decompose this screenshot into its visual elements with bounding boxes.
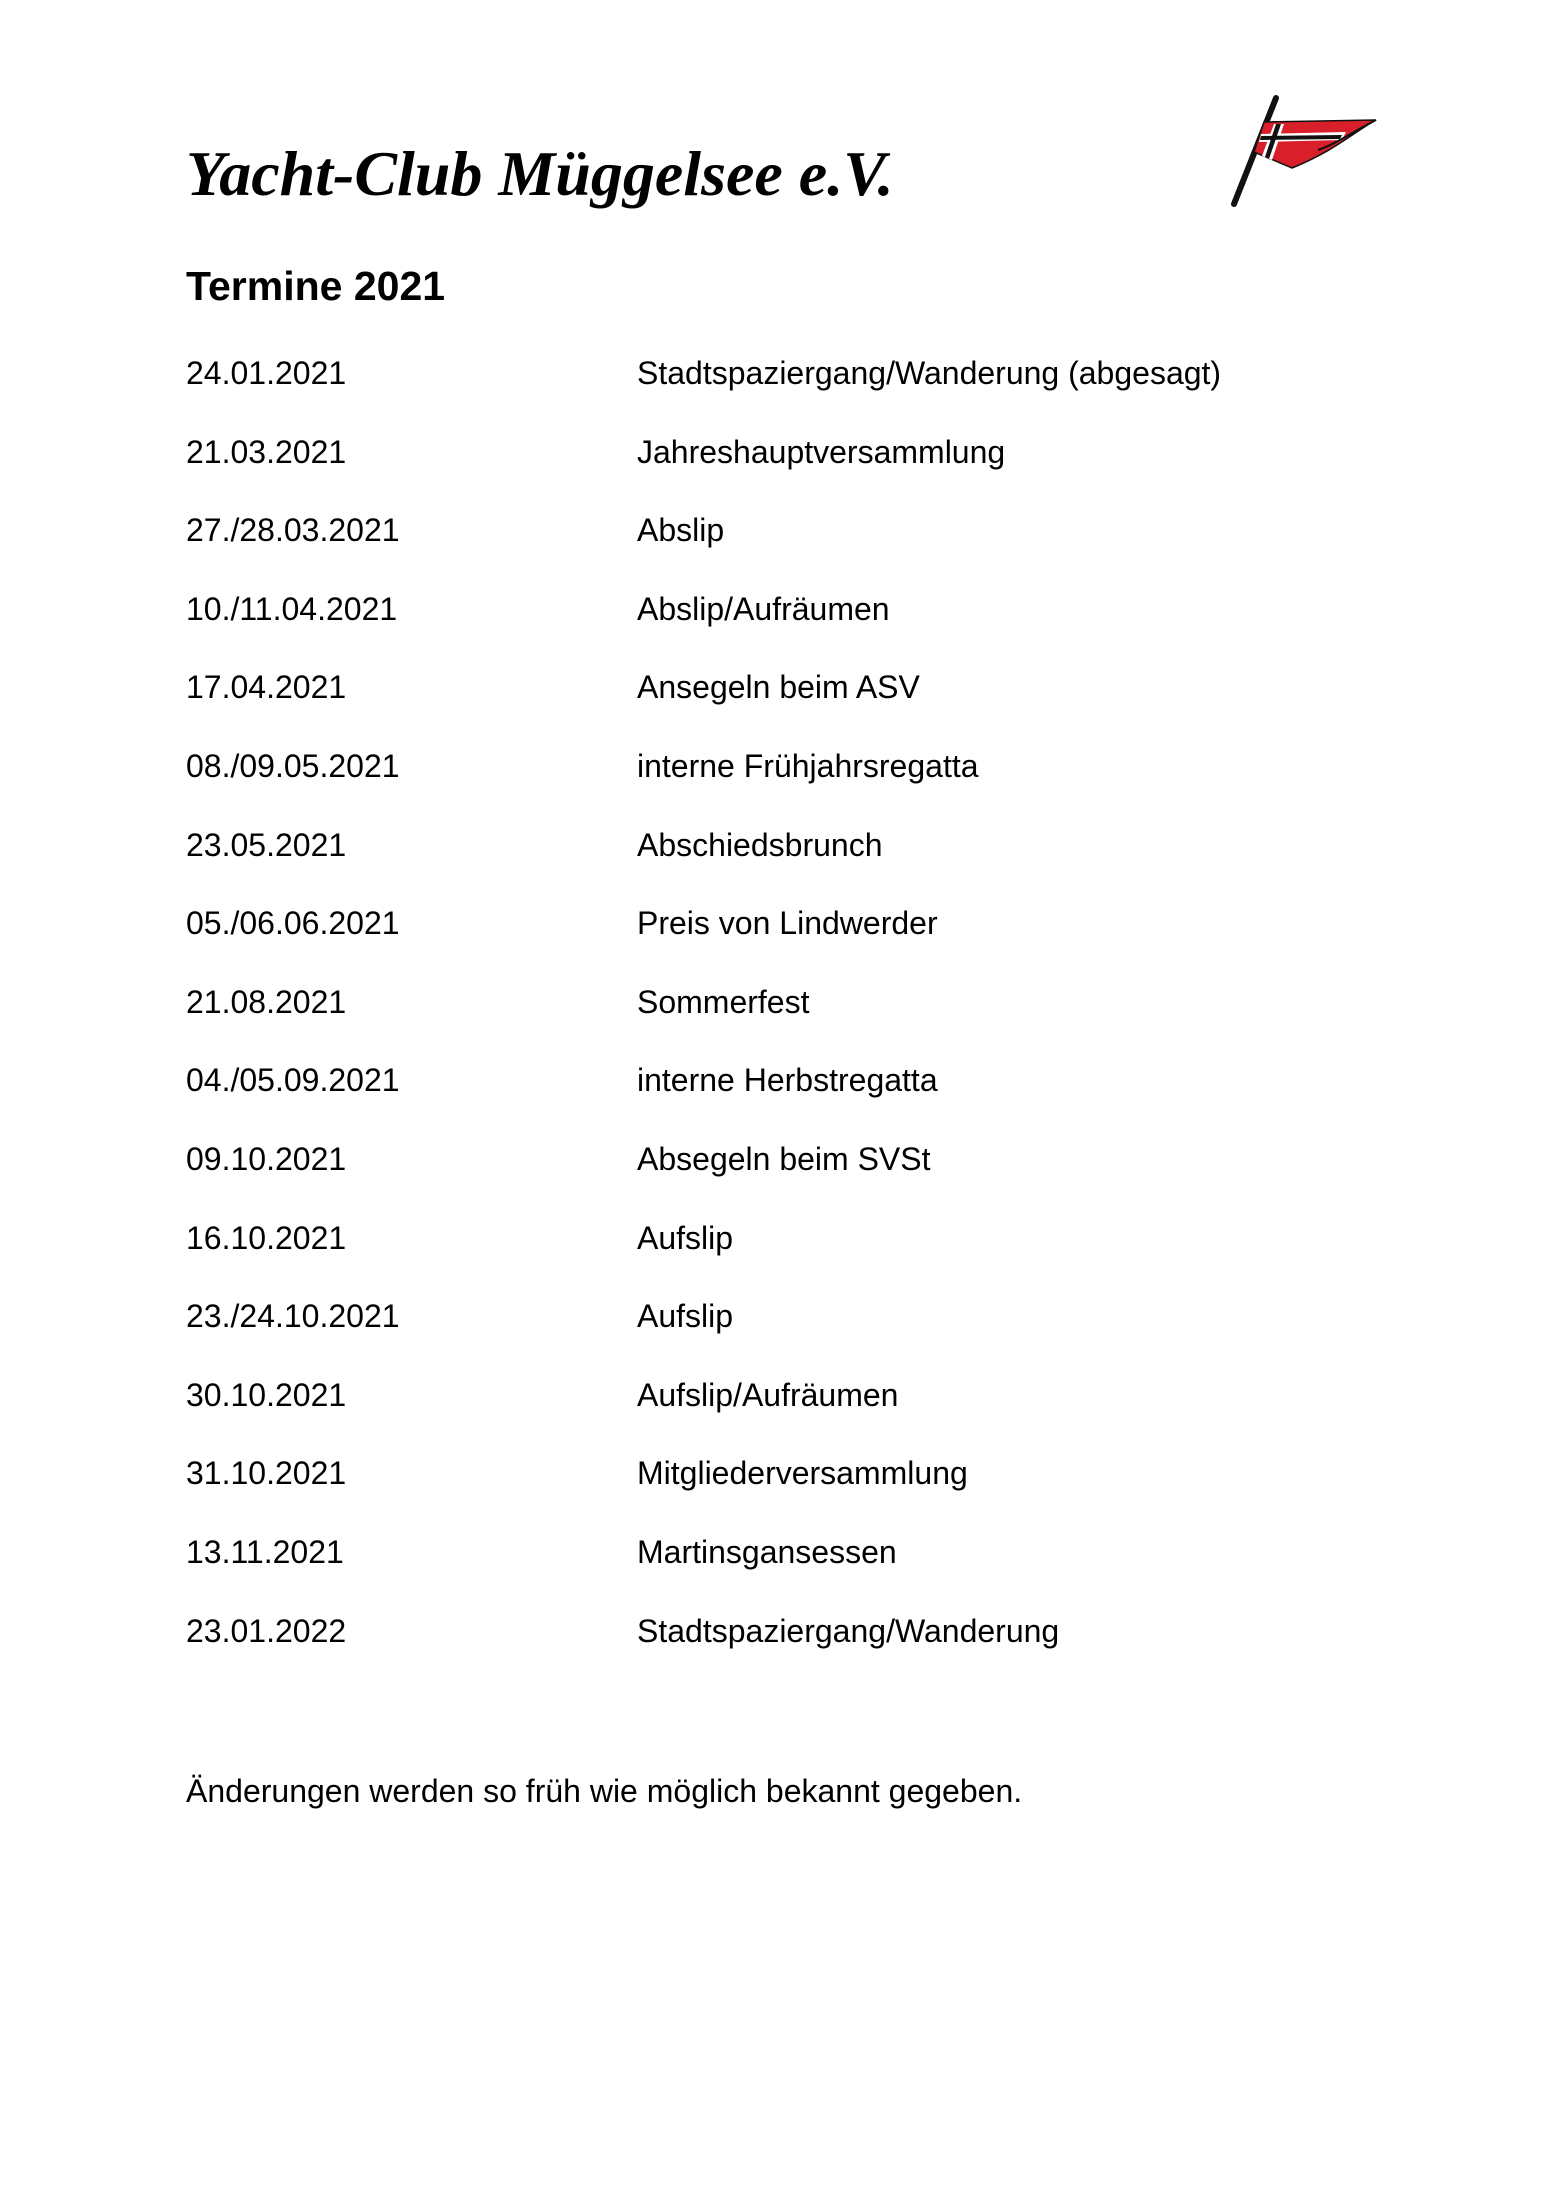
event-name: Ansegeln beim ASV [637, 669, 920, 706]
event-row [186, 1533, 1386, 1612]
event-date: 30.10.2021 [186, 1376, 347, 1413]
event-name: Martinsgansessen [637, 1533, 897, 1570]
event-name: Aufslip [637, 1219, 734, 1256]
event-date: 27./28.03.2021 [186, 512, 400, 549]
event-name: Mitgliederversammlung [637, 1455, 968, 1492]
event-date: 21.08.2021 [186, 983, 347, 1020]
event-row [186, 1061, 1386, 1140]
event-row [186, 511, 1386, 590]
event-row [186, 1454, 1386, 1533]
event-name: Sommerfest [637, 983, 810, 1020]
event-list [186, 354, 1386, 1690]
event-name: Abslip [637, 512, 725, 549]
event-row [186, 1612, 1386, 1691]
event-date: 10./11.04.2021 [186, 590, 398, 627]
event-name: Stadtspaziergang/Wanderung [637, 1612, 1060, 1649]
event-date: 05./06.06.2021 [186, 905, 400, 942]
event-name: Abslip/Aufräumen [637, 590, 890, 627]
event-name: Aufslip [637, 1298, 734, 1335]
event-name: Aufslip/Aufräumen [637, 1376, 899, 1413]
club-burgee-icon [1226, 92, 1386, 212]
event-date: 23.01.2022 [186, 1612, 347, 1649]
event-name: Jahreshauptversammlung [637, 433, 1006, 470]
event-date: 24.01.2021 [186, 355, 347, 391]
club-title: Yacht-Club Müggelsee e.V. [186, 138, 894, 209]
event-row [186, 1297, 1386, 1376]
event-date: 09.10.2021 [186, 1140, 347, 1177]
event-date: 04./05.09.2021 [186, 1062, 400, 1099]
event-name: interne Herbstregatta [637, 1062, 938, 1099]
event-row [186, 433, 1386, 512]
event-name: Preis von Lindwerder [637, 905, 938, 942]
event-row [186, 826, 1386, 905]
event-row [186, 1376, 1386, 1455]
event-date: 08./09.05.2021 [186, 747, 400, 784]
event-row [186, 590, 1386, 669]
schedule-heading: Termine 2021 [186, 263, 446, 309]
event-date: 23./24.10.2021 [186, 1298, 400, 1335]
event-date: 31.10.2021 [186, 1455, 347, 1492]
event-row [186, 1219, 1386, 1298]
event-row [186, 904, 1386, 983]
event-date: 21.03.2021 [186, 433, 347, 470]
event-row [186, 668, 1386, 747]
event-row [186, 354, 1386, 433]
changes-note: Änderungen werden so früh wie möglich bekannt gegeben. [186, 1773, 1023, 1809]
event-date: 23.05.2021 [186, 826, 347, 863]
event-row [186, 1140, 1386, 1219]
event-date: 16.10.2021 [186, 1219, 347, 1256]
event-name: interne Frühjahrsregatta [637, 747, 979, 784]
event-row [186, 983, 1386, 1062]
event-name: Absegeln beim SVSt [637, 1140, 931, 1177]
event-date: 17.04.2021 [186, 669, 347, 706]
event-row [186, 747, 1386, 826]
event-name: Stadtspaziergang/Wanderung (abgesagt) [637, 355, 1222, 391]
event-date: 13.11.2021 [186, 1533, 344, 1570]
event-name: Abschiedsbrunch [637, 826, 883, 863]
